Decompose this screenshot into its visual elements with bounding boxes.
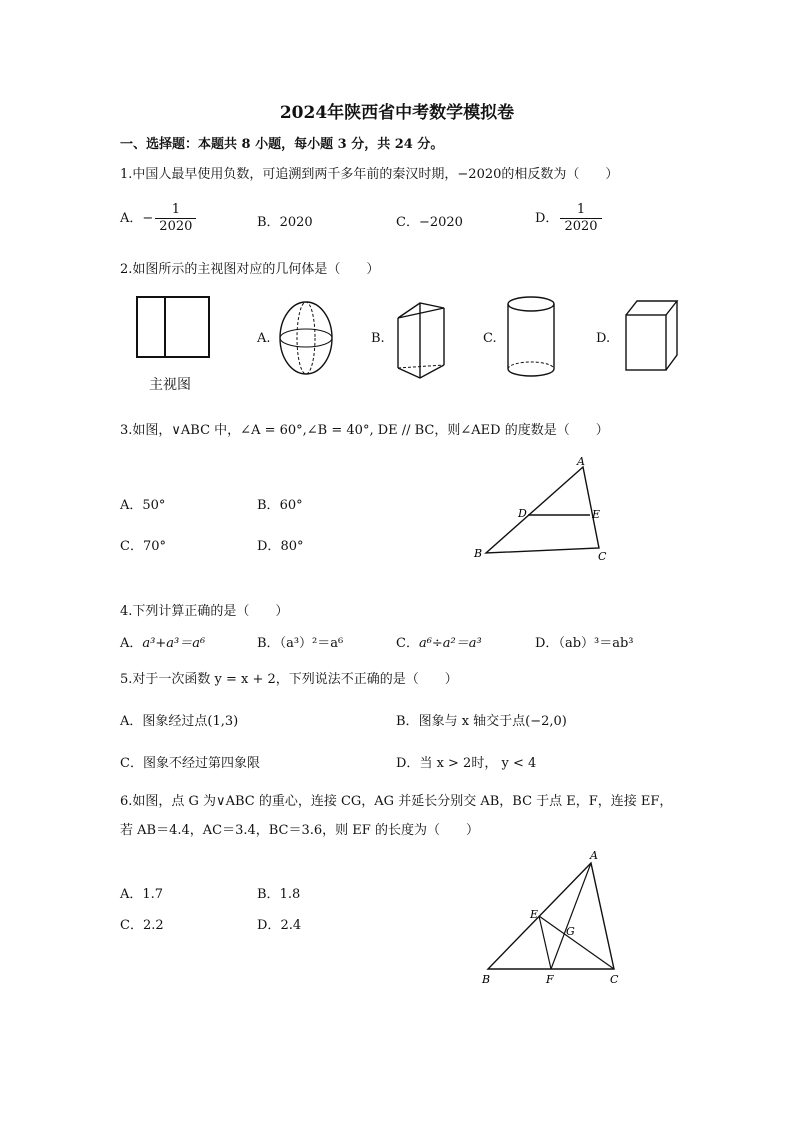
q6-segment-ce — [539, 916, 614, 969]
q6-stem-line2: 若 AB＝4.4，AC＝3.4，BC＝3.6，则 EF 的长度为（ ） — [120, 823, 479, 838]
q2-option-a-sphere-figure — [280, 302, 332, 374]
q6-label-c: C — [610, 973, 619, 986]
q4-option-b-label: B． — [257, 636, 280, 651]
q4-option-a — [120, 632, 205, 651]
q1-option-c-label: C． — [396, 215, 419, 230]
q3-option-b — [257, 494, 303, 513]
q4-option-b — [257, 632, 343, 651]
q3-option-d-text: 80° — [280, 539, 304, 554]
q6-option-c-text: 2.2 — [142, 918, 164, 933]
q6-option-a-label: A． — [120, 887, 143, 902]
q3-option-d-label: D． — [257, 539, 281, 554]
q6-triangle-abc — [488, 863, 614, 969]
q3-option-c-text: 70° — [142, 539, 166, 554]
q2-option-b-label: B. — [371, 331, 385, 346]
q1-option-d — [535, 202, 602, 235]
q5-option-c-text: 图象不经过第四象限 — [142, 756, 260, 771]
q4-option-c-text: a⁶÷a²＝a³ — [418, 636, 482, 651]
q5-option-c-label: C． — [120, 756, 143, 771]
q1-option-d-label: D． — [535, 211, 559, 226]
q6-option-b — [257, 883, 300, 902]
q1-option-b-label: B． — [257, 215, 280, 230]
q5-option-b-text: 图象与 x 轴交于点(−2,0) — [418, 714, 567, 729]
q6-label-b: B — [482, 973, 491, 986]
q3-option-c — [120, 535, 166, 554]
q3-triangle-figure — [466, 452, 616, 567]
q3-label-e: E — [592, 508, 601, 521]
q4-option-c — [396, 632, 482, 651]
q6-option-a — [120, 883, 163, 902]
q1-option-d-den: 2020 — [564, 219, 598, 234]
q1-option-d-fraction — [560, 202, 601, 235]
page-title: 2024年陕西省中考数学模拟卷 — [279, 103, 515, 123]
q1-option-b-text: 2020 — [279, 215, 313, 230]
q6-segment-af — [551, 863, 591, 969]
q6-option-d — [257, 914, 301, 933]
q4-option-d — [535, 632, 634, 651]
q6-option-c — [120, 914, 164, 933]
q2-option-c-cylinder-figure — [508, 297, 554, 376]
q6-option-d-text: 2.4 — [280, 918, 302, 933]
q5-option-b-label: B． — [396, 714, 419, 729]
q3-triangle-abc — [486, 467, 599, 553]
q2-front-view-caption: 主视图 — [149, 377, 191, 393]
q2-stem: 2.如图所示的主视图对应的几何体是（ ） — [120, 262, 380, 277]
q5-option-c — [120, 752, 260, 771]
q4-option-d-label: D． — [535, 636, 559, 651]
q6-label-f: F — [546, 973, 554, 986]
q3-label-d: D — [518, 507, 527, 520]
q6-label-g: G — [566, 925, 575, 938]
q2-option-d-cube-figure — [626, 301, 677, 370]
q1-option-a-label: A． — [120, 211, 143, 226]
q3-option-a-text: 50° — [142, 498, 166, 513]
q4-stem: 4.下列计算正确的是（ ） — [120, 604, 289, 619]
q1-option-c — [396, 211, 463, 230]
q2-option-a-label: A. — [257, 331, 271, 346]
q4-option-b-text: （a³）²＝a⁶ — [279, 636, 344, 651]
q3-label-a: A — [577, 455, 585, 468]
q3-option-b-text: 60° — [279, 498, 303, 513]
q3-label-c: C — [598, 550, 607, 563]
q2-option-b-prism-figure — [398, 303, 444, 378]
q4-option-a-label: A． — [120, 636, 143, 651]
q2-option-d-label: D. — [596, 331, 611, 346]
q5-option-d-text: 当 x > 2时， y < 4 — [419, 756, 537, 771]
q6-option-d-label: D． — [257, 918, 281, 933]
q6-stem-line1: 6.如图，点 G 为∨ABC 的重心，连接 CG，AG 并延长分别交 AB，BC 于点 E，F，连接 EF， — [120, 794, 673, 809]
q2-option-c-label: C. — [483, 331, 497, 346]
q6-triangle-figure — [474, 845, 634, 995]
q6-segment-ef — [539, 916, 551, 969]
q1-option-a-fraction — [155, 202, 196, 235]
q5-stem: 5.对于一次函数 y = x + 2，下列说法不正确的是（ ） — [120, 672, 458, 687]
q1-option-a-den: 2020 — [159, 219, 193, 234]
q6-label-e: E — [530, 908, 539, 921]
q3-label-b: B — [474, 547, 483, 560]
q5-option-d — [396, 752, 536, 771]
q4-option-d-text: （ab）³＝ab³ — [558, 636, 634, 651]
q1-option-a-num: 1 — [155, 202, 196, 219]
q1-option-d-num: 1 — [560, 202, 601, 219]
q1-stem: 1.中国人最早使用负数，可追溯到两千多年前的秦汉时期，−2020的相反数为（ ） — [120, 167, 619, 182]
q4-option-a-text: a³+a³＝a⁶ — [142, 636, 206, 651]
q1-option-a-sign: − — [142, 211, 154, 226]
q3-option-b-label: B． — [257, 498, 280, 513]
section-heading: 一、选择题：本题共 8 小题，每小题 3 分，共 24 分。 — [120, 137, 444, 152]
q3-stem: 3.如图，∨ABC 中，∠A = 60°,∠B = 40°, DE // BC，则∠AED 的度数是（ ） — [120, 423, 609, 438]
q6-option-a-text: 1.7 — [142, 887, 164, 902]
q6-option-c-label: C． — [120, 918, 143, 933]
q6-label-a: A — [590, 849, 598, 862]
q3-option-a — [120, 494, 165, 513]
q5-option-a-text: 图象经过点(1,3) — [142, 714, 239, 729]
q1-option-c-text: −2020 — [418, 215, 463, 230]
q6-option-b-label: B． — [257, 887, 280, 902]
q2-front-view-figure — [137, 297, 209, 357]
q6-option-b-text: 1.8 — [279, 887, 301, 902]
q3-option-a-label: A． — [120, 498, 143, 513]
q5-option-a — [120, 710, 238, 729]
q5-option-d-label: D． — [396, 756, 420, 771]
q4-option-c-label: C． — [396, 636, 419, 651]
q1-option-b — [257, 211, 313, 230]
q5-option-a-label: A． — [120, 714, 143, 729]
q3-option-c-label: C． — [120, 539, 143, 554]
q1-option-a — [120, 202, 196, 235]
q3-option-d — [257, 535, 303, 554]
q5-option-b — [396, 710, 567, 729]
